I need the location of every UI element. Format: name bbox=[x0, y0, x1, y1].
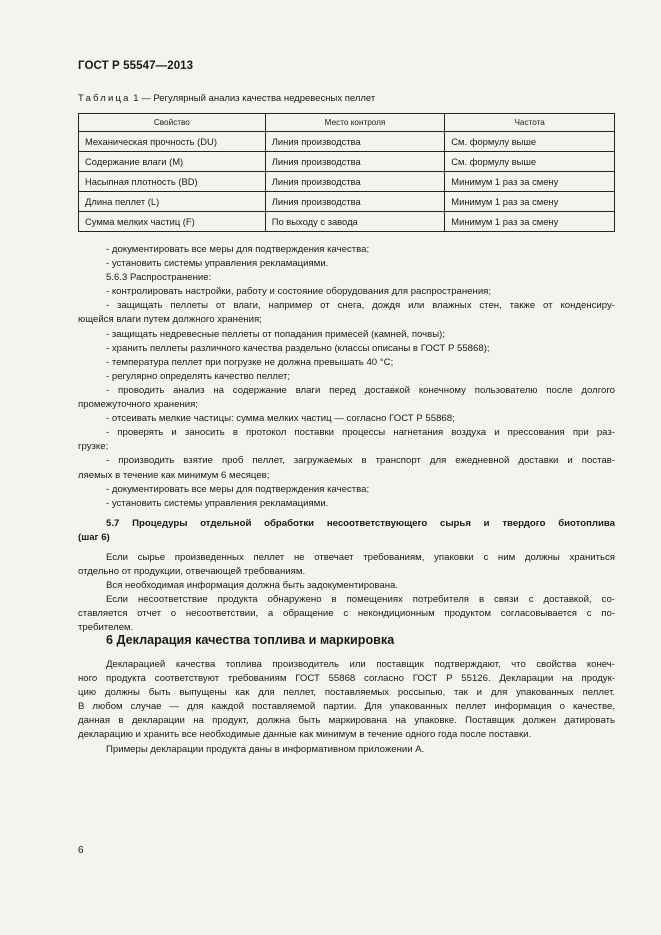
paragraph-continuation: декларацию и хранить все необходимые данные как минимум в течение одного года после поставки. bbox=[78, 729, 532, 741]
list-item-continuation: грузке; bbox=[78, 441, 109, 453]
list-item: - защищать недревесные пеллеты от попадания примесей (камней, почвы); bbox=[106, 328, 446, 340]
section-body bbox=[78, 658, 615, 757]
section-heading: 6 Декларация качества топлива и маркировка bbox=[106, 633, 395, 647]
page-number: 6 bbox=[78, 845, 84, 856]
paragraph-continuation: ного продукта соответствуют требованиям ГОСТ 55868 согласно ГОСТ Р 55126. Декларации на продук- bbox=[78, 673, 615, 685]
list-item: - проводить анализ на содержание влаги перед доставкой конечному пользователю после долгого bbox=[106, 384, 615, 396]
list-item-continuation: ляемых в течение как минимум 6 месяцев; bbox=[78, 469, 270, 481]
table-cell: Сумма мелких частиц (F) bbox=[79, 212, 266, 232]
list-item: - регулярно определять качество пеллет; bbox=[106, 370, 291, 382]
table-cell: Насыпная плотность (BD) bbox=[79, 172, 266, 192]
list-item: - документировать все меры для подтверждения качества; bbox=[106, 244, 370, 255]
table-cell: Механическая прочность (DU) bbox=[79, 132, 266, 152]
list-item: - температура пеллет при погрузке не должна превышать 40 °С; bbox=[106, 356, 394, 368]
list-item: - отсеивать мелкие частицы: сумма мелких частиц — согласно ГОСТ Р 55868; bbox=[106, 413, 455, 425]
standard-designation: ГОСТ Р 55547—2013 bbox=[78, 60, 194, 72]
table-row bbox=[79, 132, 615, 152]
table-cell: Линия производства bbox=[265, 172, 445, 192]
paragraph-continuation: В любом случае — для каждой поставляемой партии. Для упакованных пеллет информация о качестве, bbox=[78, 701, 615, 713]
body-text bbox=[78, 243, 615, 636]
paragraph-continuation: ставляется отчет о несоответствии, а обращение с некондиционным продуктом согласовывается с по- bbox=[78, 608, 615, 620]
subsection-title: 5.6.3 Распространение: bbox=[106, 272, 212, 284]
table-cell: По выходу с завода bbox=[265, 212, 445, 232]
paragraph: Вся необходимая информация должна быть задокументирована. bbox=[106, 580, 399, 592]
list-item: - установить системы управления рекламациями. bbox=[106, 258, 329, 270]
paragraph-continuation: цию должны быть выпущены как для пеллет, поставляемых россыпью, так и для упакованных пеллет. bbox=[78, 687, 615, 699]
list-item: - контролировать настройки, работу и состояние оборудования для распространения; bbox=[106, 286, 492, 298]
list-item: - установить системы управления рекламациями. bbox=[106, 497, 329, 509]
list-item-continuation: промежуточного хранения; bbox=[78, 399, 198, 411]
table-caption-text: 1 — Регулярный анализ качества недревесных пеллет bbox=[130, 93, 376, 104]
paragraph-continuation: требителем. bbox=[78, 622, 134, 634]
subsection-heading: 5.7 Процедуры отдельной обработки несоответствующего сырья и твердого биотоплива bbox=[106, 517, 615, 529]
table-row bbox=[79, 192, 615, 212]
column-header-frequency: Частота bbox=[445, 114, 615, 132]
table-cell: Линия производства bbox=[265, 192, 445, 212]
column-header-property: Свойство bbox=[79, 114, 266, 132]
quality-analysis-table bbox=[78, 113, 615, 232]
table-cell: Минимум 1 раз за смену bbox=[445, 192, 615, 212]
list-item: - производить взятие проб пеллет, загружаемых в транспорт для ежедневной доставки и постав- bbox=[106, 455, 615, 467]
list-item: - хранить пеллеты различного качества раздельно (классы описаны в ГОСТ Р 55868); bbox=[106, 342, 490, 354]
table-cell: Содержание влаги (M) bbox=[79, 152, 266, 172]
paragraph: Декларацией качества топлива производитель или поставщик подтверждают, что свойства конеч- bbox=[106, 659, 615, 670]
paragraph-continuation: данная в декларации на продукт, должна быть маркирована на упаковке. Поставщик должен датировать bbox=[78, 715, 615, 727]
table-caption bbox=[78, 93, 375, 104]
table-cell: См. формулу выше bbox=[445, 132, 615, 152]
paragraph: Если несоответствие продукта обнаружено в помещениях потребителя в связи с доставкой, со- bbox=[106, 594, 615, 606]
table-cell: Минимум 1 раз за смену bbox=[445, 172, 615, 192]
table-cell: Линия производства bbox=[265, 132, 445, 152]
table-cell: Минимум 1 раз за смену bbox=[445, 212, 615, 232]
subsection-heading-continuation: (шаг 6) bbox=[78, 531, 110, 543]
list-item: - защищать пеллеты от влаги, например от снега, дождя или влажных стен, также от конденсиру- bbox=[106, 300, 615, 312]
table-cell: Длина пеллет (L) bbox=[79, 192, 266, 212]
table-row bbox=[79, 172, 615, 192]
paragraph: Если сырье произведенных пеллет не отвечает требованиям, упаковки с ним должны храниться bbox=[106, 551, 615, 563]
list-item: - проверять и заносить в протокол поставки процессы нагнетания воздуха и прессования при раз- bbox=[106, 427, 615, 439]
table-cell: См. формулу выше bbox=[445, 152, 615, 172]
column-header-location: Место контроля bbox=[265, 114, 445, 132]
paragraph-continuation: отдельно от продукции, отвечающей требованиям. bbox=[78, 566, 306, 578]
table-caption-prefix: Таблица bbox=[78, 93, 131, 104]
table-header-row bbox=[79, 114, 615, 132]
list-item: - документировать все меры для подтверждения качества; bbox=[106, 483, 370, 495]
table-cell: Линия производства bbox=[265, 152, 445, 172]
table-row bbox=[79, 212, 615, 232]
paragraph: Примеры декларации продукта даны в информативном приложении А. bbox=[106, 743, 425, 755]
table-row bbox=[79, 152, 615, 172]
list-item-continuation: ющейся влаги путем должного хранения; bbox=[78, 314, 262, 326]
